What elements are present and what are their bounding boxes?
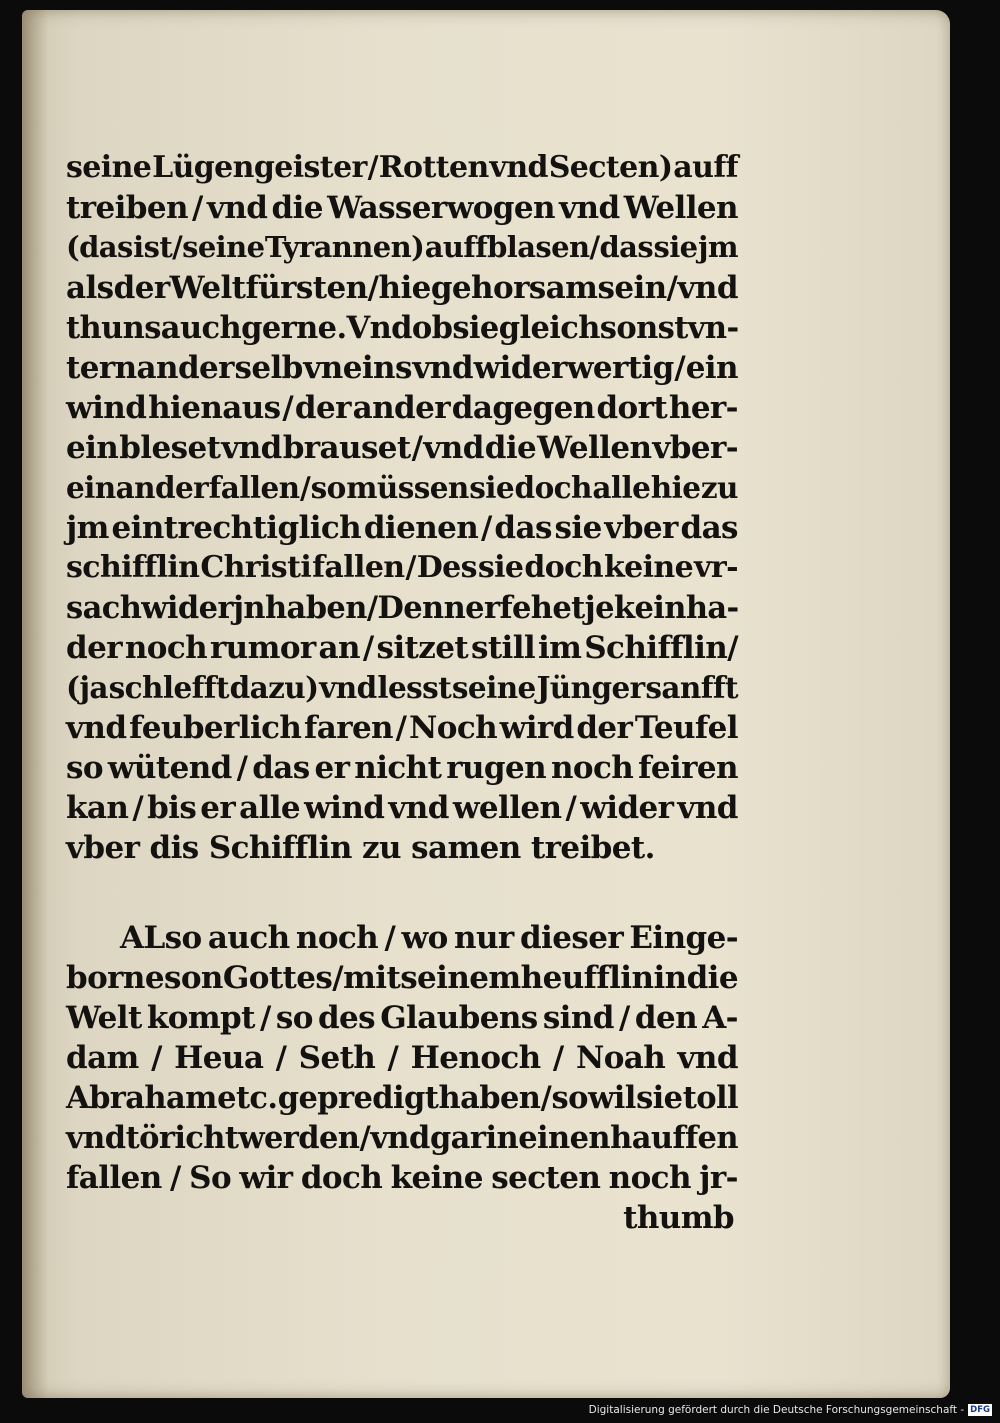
text-line: treiben / vnd die Wasserwogen vnd Wellen [66, 190, 738, 226]
text-line: vnd törichtwerden / vnd gar in einen hauffen [66, 1120, 738, 1156]
paragraph-1 [66, 150, 738, 870]
catchword [66, 1200, 738, 1240]
text-line: vber dis Schifflin zu samen treibet. [66, 830, 655, 866]
text-line: sach wider jn haben / Denn er fehet je kein ha- [66, 590, 739, 626]
catchword-text: thumb [623, 1200, 734, 1236]
dfg-logo: DFG [970, 1405, 990, 1415]
text-line: dam / Heua / Seth / Henoch / Noah vnd [66, 1040, 738, 1076]
text-line: schifflin Christi fallen / Des sie doch keine vr- [66, 550, 738, 585]
text-line: vnd feuberlich faren / Noch wird der Teufel [66, 710, 738, 746]
text-line: ALso auch noch / wo nur dieser Einge- [120, 920, 738, 956]
text-line: seine Lügengeister / Rotten vnd Secten) auff [66, 150, 738, 185]
digitization-credit [589, 1403, 992, 1417]
text-line: wind hienaus / der ander dagegen dort her- [66, 390, 738, 426]
text-line: thuns auch gerne. Vnd ob sie gleich sonst vn- [66, 310, 739, 346]
paragraph-2 [66, 920, 738, 1200]
text-line: als der Welt fürsten / hie gehorsam sein / vnd [66, 270, 738, 306]
text-line: einander fallen / so müssen sie doch alle hie zu [66, 470, 738, 505]
text-line: (ja schlefft dazu) vnd lesst seine Jünger sanfft [66, 670, 738, 705]
page-text [66, 150, 738, 1240]
text-line: borne son Gottes / mit seinem heufflin in die [66, 960, 738, 996]
book-page [22, 10, 950, 1398]
text-line: fallen / So wir doch keine secten noch jr- [66, 1160, 738, 1196]
text-line: (das ist/seine Tyrannen) auffblasen/das sie jm [66, 230, 738, 264]
paragraph-gap [66, 870, 738, 920]
text-line: ternander selb vneins vnd widerwertig / ein [66, 350, 738, 386]
credit-text: Digitalisierung gefördert durch die Deutsche Forschungsgemeinschaft - [588, 1404, 965, 1416]
text-line: so wütend / das er nicht rugen noch feiren [66, 750, 738, 786]
text-line: jm eintrechtiglich dienen / das sie vber das [66, 510, 738, 546]
text-line: der noch rumor an / sitzet still im Schifflin/ [66, 630, 738, 666]
text-line: ein bleset vnd brauset / vnd die Wellen vber- [66, 430, 738, 466]
page-gutter-shadow [22, 10, 48, 1398]
text-line: Abraham etc. gepredigt haben / so wil sie toll [66, 1080, 738, 1116]
text-line: Welt kompt / so des Glaubens sind / den A- [66, 1000, 738, 1036]
text-line: kan / bis er alle wind vnd wellen / wider vnd [66, 790, 738, 826]
